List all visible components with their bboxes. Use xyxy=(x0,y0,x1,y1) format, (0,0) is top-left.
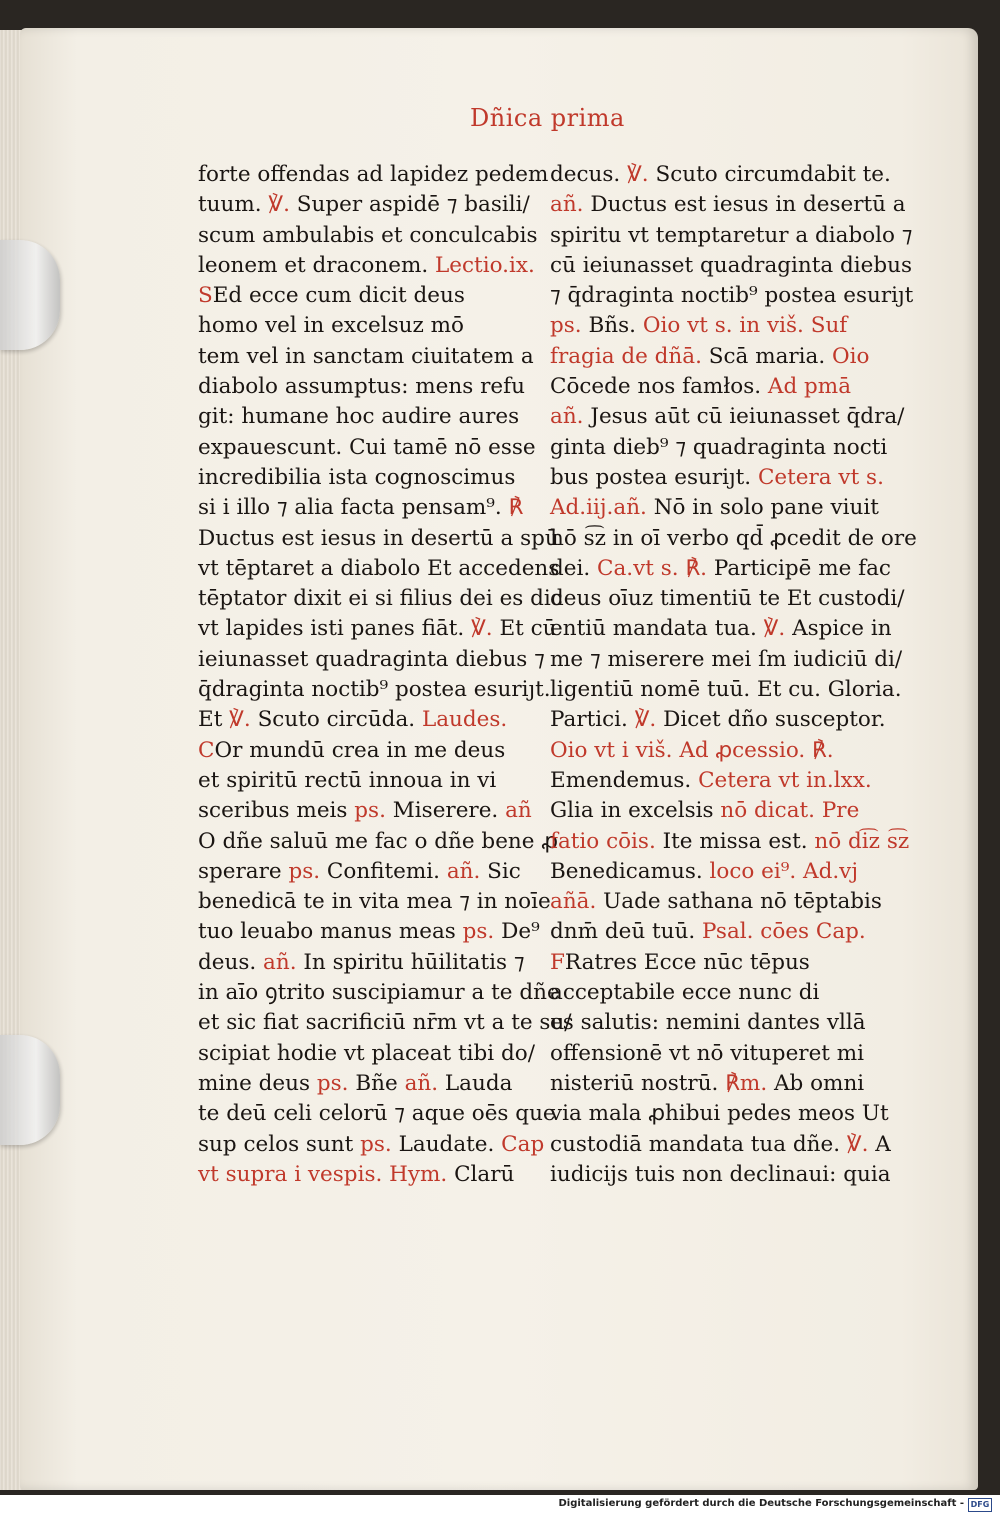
text-line xyxy=(550,948,880,978)
text-line xyxy=(198,1069,528,1099)
text-line xyxy=(198,1130,545,1160)
body-text: cū ieiunasset quadraginta diebus xyxy=(550,252,913,278)
body-text: spiritu vt temptaretur a diabolo ⁊ xyxy=(550,222,913,248)
body-text: in aīo ꝯtrito suscipiamur a te dñe xyxy=(198,980,560,1006)
text-line xyxy=(550,645,903,675)
text-line xyxy=(550,160,891,190)
body-text: mine deus xyxy=(198,1070,317,1096)
rubric-text: Oio vt i viš. Ad ꝓcessio. ℟. xyxy=(550,737,834,763)
body-text: Scuto circūda. xyxy=(257,707,422,733)
rubric-text: ℣. xyxy=(627,162,656,187)
body-text: incredibilia ista cognoscimus xyxy=(198,464,516,490)
text-line xyxy=(550,221,913,251)
body-text: tem vel in sanctam ciuitatem a xyxy=(198,343,534,369)
body-text: Sic xyxy=(487,858,521,884)
page-clip-top xyxy=(0,240,60,350)
rubric-text: vt supra i vespis. Hym. xyxy=(198,1161,455,1187)
text-line xyxy=(550,190,906,220)
text-line xyxy=(198,887,551,917)
body-text: Cōcede nos famłos. xyxy=(550,374,768,400)
body-text: dnm̄ deū tuū. xyxy=(550,919,703,945)
text-line xyxy=(550,978,880,1008)
body-text: benedicā te in vita mea ⁊ in noīe xyxy=(198,889,551,915)
text-line xyxy=(198,1008,572,1038)
text-line xyxy=(550,917,880,947)
rubric-text: ℣. xyxy=(268,192,297,218)
text-line xyxy=(550,1069,880,1099)
body-text: ginta dieb⁹ ⁊ quadraginta nocti xyxy=(550,434,888,460)
rubric-text: fatio cōis. xyxy=(550,828,663,854)
text-line xyxy=(198,705,528,735)
rubric-text: ℣. xyxy=(634,707,664,733)
body-text: acceptabile ecce nunc di xyxy=(550,980,820,1006)
body-text: q̄draginta noctib⁹ postea esuriȷt. xyxy=(198,677,551,703)
body-text: Lauda xyxy=(444,1070,513,1096)
body-text: Ab omni xyxy=(773,1070,865,1096)
text-line xyxy=(198,190,528,220)
body-text: si i illo ⁊ alia facta pensam⁹. xyxy=(198,495,509,521)
body-text: Ed ecce cum dicit deus xyxy=(212,283,465,309)
rubric-text: ℟m. xyxy=(725,1070,774,1096)
body-text: Laudate. xyxy=(398,1131,502,1157)
body-text: homo vel in excelsuz mō xyxy=(198,313,464,339)
body-text: hō s͡z in oī verbo qd̄ ꝓcedit de ore xyxy=(550,525,917,551)
body-text: ieiunasset quadraginta diebus ⁊ xyxy=(198,646,545,672)
text-line xyxy=(198,736,528,766)
body-text: Benedicamus. xyxy=(550,858,710,884)
text-line xyxy=(198,1099,556,1129)
rubric-text: ℣. xyxy=(846,1131,876,1157)
body-text: sceribus meis xyxy=(198,798,355,824)
text-line xyxy=(550,1039,880,1069)
body-text: Bñs. xyxy=(588,313,643,339)
rubric-text: ps. xyxy=(360,1131,399,1157)
text-line xyxy=(198,402,528,432)
text-line xyxy=(198,827,558,857)
body-text: A xyxy=(875,1131,891,1157)
body-text: expauescunt. Cui tamē nō esse xyxy=(198,434,536,460)
rubric-text: Oio xyxy=(832,343,870,369)
rubric-text: Laudes. xyxy=(421,707,508,733)
text-line xyxy=(198,160,549,190)
rubric-text: ℟ xyxy=(508,495,524,521)
body-text: decus. xyxy=(550,162,628,187)
body-text: In spiritu hūilitatis ⁊ xyxy=(303,949,525,975)
text-line xyxy=(198,796,532,826)
body-text: et spiritū rectū innoua in vi xyxy=(198,767,497,793)
text-line xyxy=(550,251,913,281)
body-text: Emendemus. xyxy=(550,767,699,793)
text-line xyxy=(198,463,528,493)
text-line xyxy=(550,524,917,554)
rubric-text: Ad pmā xyxy=(767,374,852,400)
body-text: vt lapides isti panes fiāt. xyxy=(198,616,472,642)
body-text: diabolo assumptus: mens refu xyxy=(198,374,525,400)
body-text: ⁊ q̄draginta noctib⁹ postea esuriȷt xyxy=(550,283,914,309)
body-text: tuum. xyxy=(198,192,269,218)
body-text: nisteriū nostrū. xyxy=(550,1070,726,1096)
rubric-text: C xyxy=(198,737,215,763)
body-text: leonem et draconem. xyxy=(198,252,436,278)
rubric-text: S xyxy=(198,283,213,309)
body-text: tuo leuabo manus meas xyxy=(198,919,463,945)
rubric-text: ℣. xyxy=(763,616,793,642)
body-text: Scā maria. xyxy=(708,343,833,369)
text-line xyxy=(550,857,880,887)
rubric-text: Oio vt s. in viš. Suf xyxy=(642,313,848,339)
rubric-text: loco ei⁹. Ad.vj xyxy=(709,858,858,884)
text-line xyxy=(198,221,538,251)
body-text: Or mundū crea in me deus xyxy=(214,737,506,763)
text-line xyxy=(550,1099,889,1129)
text-line xyxy=(550,281,914,311)
body-text: sup celos sunt xyxy=(198,1131,361,1157)
body-text: via mala ꝓhibui pedes meos Ut xyxy=(550,1101,889,1127)
text-line xyxy=(198,524,559,554)
text-line xyxy=(198,645,545,675)
rubric-text: nō dicat. Pre xyxy=(720,798,860,824)
text-line xyxy=(198,311,528,341)
text-line xyxy=(198,342,534,372)
text-line xyxy=(198,372,528,402)
body-text: dei. xyxy=(550,555,598,581)
body-text: Super aspidē ⁊ basili/ xyxy=(296,192,530,218)
body-text: bus postea esuriȷt. xyxy=(550,464,758,490)
text-line xyxy=(198,251,535,281)
text-line xyxy=(550,705,886,735)
rubric-text: nō di͡z s͡z xyxy=(814,828,910,854)
body-text: Ductus est iesus in desertū a spū xyxy=(198,525,559,551)
rubric-text: F xyxy=(550,949,565,975)
body-text: deus oīuz timentiū te Et custodi/ xyxy=(550,586,905,612)
dfg-logo: DFG xyxy=(968,1498,992,1512)
body-text: deus. xyxy=(198,949,264,975)
text-line xyxy=(550,463,884,493)
text-line xyxy=(198,554,560,584)
text-line xyxy=(550,1160,891,1190)
text-line xyxy=(198,614,557,644)
text-line xyxy=(550,736,880,766)
body-text: es salutis: nemini dantes vllā xyxy=(550,1010,866,1036)
body-text: Ite missa est. xyxy=(662,828,815,854)
text-line xyxy=(198,948,528,978)
rubric-text: añ. xyxy=(550,404,591,430)
rubric-text: Lectio.ix. xyxy=(435,252,535,278)
body-text: et sic fiat sacrificiū nr̄m vt a te su/ xyxy=(198,1010,572,1036)
body-text: Ductus est iesus in desertū a xyxy=(590,192,906,218)
body-text: Jesus aūt cū ieiunasset q̄dra/ xyxy=(590,404,905,430)
text-line xyxy=(198,1039,535,1069)
rubric-text: Cap xyxy=(501,1131,545,1157)
body-text: Partici. xyxy=(550,707,635,733)
rubric-text: añ. xyxy=(263,949,304,975)
body-text: te deū celi celorū ⁊ aque oēs que xyxy=(198,1101,556,1127)
rubric-text: Cetera vt in.lxx. xyxy=(698,767,872,793)
rubric-text: Psal. cōes Cap. xyxy=(702,919,866,945)
text-line xyxy=(550,796,880,826)
text-line xyxy=(550,493,880,523)
body-text: Miserere. xyxy=(392,798,506,824)
text-line xyxy=(198,978,560,1008)
text-line xyxy=(550,766,880,796)
rubric-text: añ. xyxy=(446,858,488,884)
rubric-text: ℣. xyxy=(471,616,500,642)
body-text: scum ambulabis et conculcabis xyxy=(198,222,538,248)
left-text-column xyxy=(198,160,572,1190)
body-text: O dñe saluū me fac o dñe bene ꝓ xyxy=(198,828,558,854)
body-text: Confitemi. xyxy=(326,858,447,884)
text-line xyxy=(550,887,880,917)
text-line xyxy=(198,584,563,614)
body-text: Uade sathana nō tēptabis xyxy=(603,889,882,915)
rubric-text: añ. xyxy=(550,192,591,218)
rubric-text: fragia de dñā. xyxy=(550,343,709,369)
body-text: Ratres Ecce nūc tēpus xyxy=(564,949,810,975)
text-line xyxy=(550,827,910,857)
text-line xyxy=(550,311,880,341)
footer-bar xyxy=(0,1495,1000,1515)
body-text: sperare xyxy=(198,858,289,884)
text-line xyxy=(198,1160,528,1190)
text-line xyxy=(550,1008,880,1038)
body-text: tēptator dixit ei si filius dei es dic xyxy=(198,586,563,612)
rubric-text: ps. xyxy=(354,798,393,824)
body-text: iudicijs tuis non declinaui: quia xyxy=(550,1161,891,1187)
rubric-text: ps. xyxy=(550,313,589,339)
body-text: ligentiū nomē tuū. Et cu. Gloria. xyxy=(550,677,902,703)
text-line xyxy=(550,433,888,463)
body-text: Clarū xyxy=(454,1161,515,1187)
text-line xyxy=(198,917,540,947)
rubric-text: añ. xyxy=(404,1070,445,1096)
footer-credit: Digitalisierung gefördert durch die Deutsche Forschungsgemeinschaft - xyxy=(558,1498,964,1509)
text-line xyxy=(198,281,528,311)
body-text: Bñe xyxy=(355,1070,405,1096)
body-text: Glia in excelsis xyxy=(550,798,721,824)
body-text: scipiat hodie vt placeat tibi do/ xyxy=(198,1040,535,1066)
text-line xyxy=(550,675,902,705)
text-line xyxy=(550,584,905,614)
page-clip-bottom xyxy=(0,1035,60,1145)
body-text: Participē me fac xyxy=(713,555,891,581)
body-text: Nō in solo pane viuit xyxy=(653,495,879,521)
rubric-text: añā. xyxy=(550,889,604,915)
rubric-text: ps. xyxy=(316,1070,356,1096)
body-text: Dicet dño susceptor. xyxy=(663,707,886,733)
rubric-text: Ad.iij.añ. xyxy=(550,495,654,521)
rubric-text: ps. xyxy=(288,858,327,884)
rubric-text: ps. xyxy=(462,919,502,945)
body-text: git: humane hoc audire aures xyxy=(198,404,520,430)
text-line xyxy=(198,433,536,463)
text-line xyxy=(198,675,551,705)
body-text: Aspice in xyxy=(792,616,892,642)
text-line xyxy=(550,342,880,372)
text-line xyxy=(198,493,528,523)
body-text: vt tēptaret a diabolo Et accedens xyxy=(198,555,560,581)
body-text: Et xyxy=(198,707,230,733)
rubric-text: Ca.vt s. ℟. xyxy=(597,555,714,581)
rubric-text: Cetera vt s. xyxy=(757,464,884,490)
body-text: custodiā mandata tua dñe. xyxy=(550,1131,847,1157)
body-text: me ⁊ miserere mei ſm iudiciū di/ xyxy=(550,646,903,672)
text-line xyxy=(550,614,892,644)
body-text: forte offendas ad lapidez pedem xyxy=(198,162,549,187)
rubric-text: añ xyxy=(505,798,532,824)
rubric-text: ℣. xyxy=(229,707,258,733)
text-line xyxy=(550,402,905,432)
text-line xyxy=(198,766,528,796)
running-title: Dñica prima xyxy=(470,104,625,132)
text-line xyxy=(198,857,528,887)
body-text: Scuto circumdabit te. xyxy=(655,162,891,187)
body-text: De⁹ xyxy=(501,919,540,945)
body-text: offensionē vt nō vituperet mi xyxy=(550,1040,865,1066)
body-text: entiū mandata tua. xyxy=(550,616,764,642)
text-line xyxy=(550,554,891,584)
text-line xyxy=(550,372,880,402)
right-text-column xyxy=(550,160,917,1190)
body-text: Et cū xyxy=(499,616,557,642)
text-line xyxy=(550,1130,891,1160)
